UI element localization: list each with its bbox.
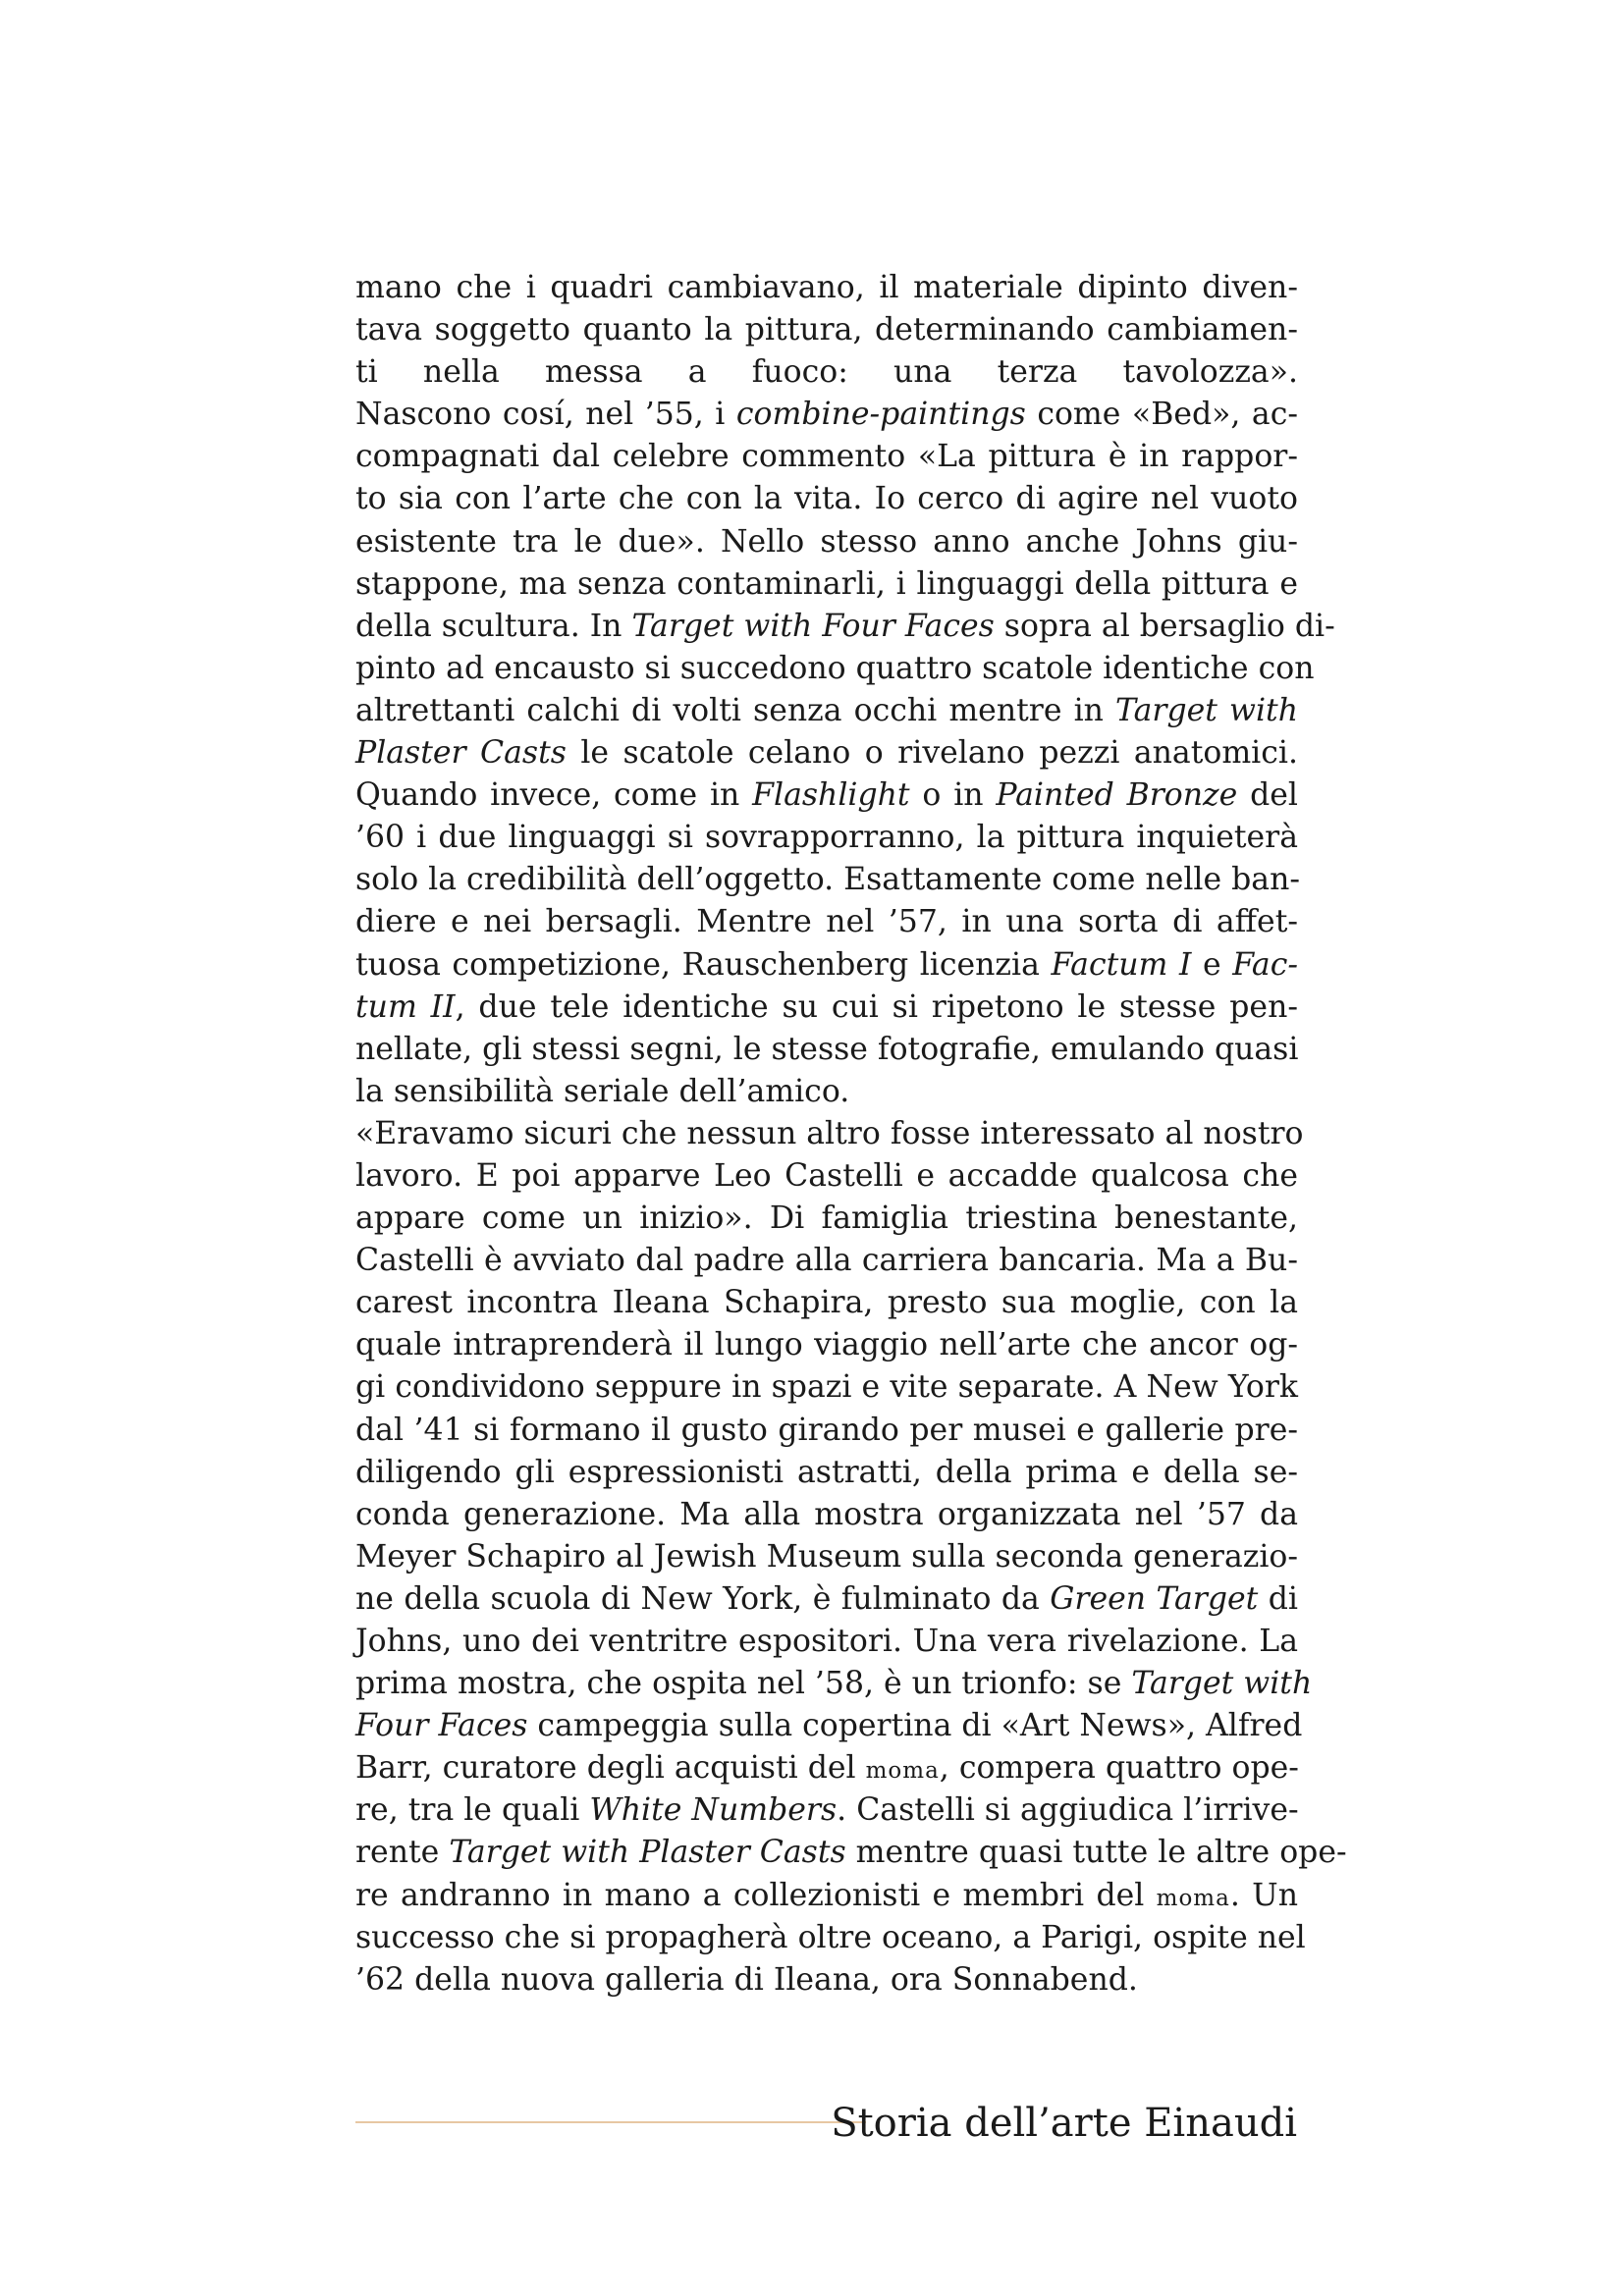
text-line: [355, 1452, 1298, 1494]
text-run: ti nella messa a fuoco: una terza tavolozza».: [355, 354, 1298, 391]
italic-title: Target with: [1115, 692, 1298, 728]
text-line: [355, 267, 1298, 309]
text-line: [355, 1789, 1298, 1832]
text-run: della scultura. In: [355, 608, 632, 644]
text-run: lavoro. E poi apparve Leo Castelli e accadde qualcosa che: [355, 1157, 1298, 1194]
text-run: . Un: [1229, 1877, 1298, 1913]
text-run: rente: [355, 1835, 450, 1871]
text-line: [355, 1113, 1304, 1155]
italic-title: Fac-: [1232, 946, 1298, 983]
text-run: altrettanti calchi di volti senza occhi mentre in: [355, 692, 1116, 728]
text-line: [355, 944, 1298, 987]
text-run: di: [1258, 1580, 1298, 1617]
body-text: [355, 267, 1347, 2002]
text-run: Nascono cosí, nel ’55, i: [355, 397, 736, 433]
text-run: Meyer Schapiro al Jewish Museum sulla seconda generazio-: [355, 1538, 1299, 1575]
text-line: [355, 1240, 1298, 1282]
text-line: [355, 732, 1298, 774]
italic-title: tum II: [355, 988, 456, 1025]
text-line: [355, 1410, 1298, 1452]
text-run: compagnati dal celebre commento «La pittura è in rappor-: [355, 439, 1298, 475]
text-run: tava soggetto quanto la pittura, determinando cambiamen-: [355, 312, 1298, 348]
text-line: [355, 351, 1298, 394]
text-run: appare come un inizio». Di famiglia triestina benestante,: [355, 1201, 1298, 1237]
text-line: [355, 1198, 1298, 1240]
italic-title: Factum I: [1051, 946, 1192, 983]
text-run: «Eravamo sicuri che nessun altro fosse interessato al nostro: [355, 1115, 1304, 1151]
text-line: [355, 521, 1298, 563]
text-line: [355, 987, 1298, 1029]
text-line: [355, 1366, 1298, 1409]
italic-title: White Numbers: [589, 1792, 838, 1829]
text-run: campeggia sulla copertina di «Art News», Alfred: [527, 1708, 1303, 1744]
text-run: pinto ad encausto si succedono quattro scatole identiche con: [355, 650, 1315, 686]
text-line: [355, 690, 1298, 732]
text-line: [355, 1621, 1298, 1663]
text-line: [355, 901, 1298, 943]
text-line: [355, 1029, 1298, 1071]
italic-title: Target with: [1131, 1666, 1313, 1702]
text-run: , due tele identiche su cui si ripetono le stesse pen-: [455, 988, 1299, 1025]
text-run: quale intraprenderà il lungo viaggio nell’arte che ancor og-: [355, 1327, 1298, 1363]
text-line: [355, 1536, 1298, 1578]
text-run: la sensibilità seriale dell’amico.: [355, 1073, 850, 1109]
text-run: come «Bed», ac-: [1025, 397, 1298, 433]
text-run: nellate, gli stessi segni, le stesse fotografie, emulando quasi: [355, 1031, 1299, 1067]
text-run: esistente tra le due». Nello stesso anno anche Johns giu-: [355, 523, 1298, 560]
text-run: del: [1237, 777, 1298, 814]
text-run: Castelli è avviato dal padre alla carriera bancaria. Ma a Bu-: [355, 1243, 1298, 1279]
text-run: ne della scuola di New York, è fulminato da: [355, 1580, 1051, 1617]
text-line: [355, 1705, 1303, 1747]
text-run: stappone, ma senza contaminarli, i linguaggi della pittura e: [355, 565, 1298, 602]
text-run: successo che si propagherà oltre oceano, a Parigi, ospite nel: [355, 1919, 1306, 1955]
text-line: [355, 1959, 1298, 2002]
italic-title: Flashlight: [752, 777, 910, 814]
italic-title: combine-paintings: [735, 397, 1026, 433]
text-line: [355, 563, 1298, 606]
text-run: mentre quasi tutte le altre ope-: [845, 1835, 1347, 1871]
text-line: [355, 394, 1298, 436]
text-line: [355, 859, 1301, 901]
italic-title: Target with Four Faces: [631, 608, 995, 644]
text-line: [355, 1071, 1298, 1113]
text-run: prima mostra, che ospita nel ’58, è un trionfo: se: [355, 1666, 1132, 1702]
text-run: le scatole celano o rivelano pezzi anatomici.: [566, 735, 1298, 772]
text-run: , compera quattro ope-: [939, 1750, 1299, 1787]
text-run: diligendo gli espressionisti astratti, della prima e della se-: [355, 1454, 1298, 1490]
text-run: Quando invece, come in: [355, 777, 753, 814]
small-caps-acronym: moma: [1156, 1885, 1230, 1911]
text-line: [355, 1832, 1347, 1874]
text-run: to sia con l’arte che con la vita. Io cerco di agire nel vuoto: [355, 481, 1298, 517]
small-caps-acronym: moma: [865, 1758, 940, 1785]
text-run: solo la credibilità dell’oggetto. Esattamente come nelle ban-: [355, 862, 1301, 898]
text-line: [355, 1578, 1298, 1621]
text-run: Barr, curatore degli acquisti del: [355, 1750, 866, 1787]
text-line: [355, 1917, 1306, 1959]
text-line: [355, 1663, 1313, 1705]
text-run: carest incontra Ileana Schapira, presto sua moglie, con la: [355, 1285, 1298, 1321]
text-line: [355, 1747, 1298, 1789]
text-run: e: [1191, 946, 1233, 983]
text-run: o in: [909, 777, 997, 814]
text-run: Johns, uno dei ventritre espositori. Una vera rivelazione. La: [355, 1624, 1298, 1659]
text-run: ’62 della nuova galleria di Ileana, ora Sonnabend.: [355, 1961, 1138, 1998]
text-run: tuosa competizione, Rauschenberg licenzia: [355, 946, 1052, 983]
italic-title: Four Faces: [355, 1708, 528, 1744]
text-line: [355, 478, 1298, 520]
text-line: [355, 1875, 1298, 1917]
text-run: gi condividono seppure in spazi e vite separate. A New York: [355, 1369, 1298, 1406]
text-line: [355, 1324, 1298, 1366]
text-run: re andranno in mano a collezionisti e membri del: [355, 1877, 1157, 1913]
italic-title: Green Target: [1050, 1580, 1259, 1617]
text-line: [355, 436, 1298, 478]
text-run: . Castelli si aggiudica l’irrive-: [837, 1792, 1299, 1829]
text-line: [355, 817, 1298, 859]
text-line: [355, 606, 1335, 648]
text-run: conda generazione. Ma alla mostra organizzata nel ’57 da: [355, 1496, 1298, 1532]
text-run: sopra al bersaglio di-: [994, 608, 1335, 644]
text-run: dal ’41 si formano il gusto girando per musei e gallerie pre-: [355, 1412, 1298, 1448]
italic-title: Target with Plaster Casts: [449, 1835, 846, 1871]
footer-rule: [355, 2121, 866, 2123]
text-line: [355, 1494, 1298, 1536]
text-run: diere e nei bersagli. Mentre nel ’57, in una sorta di affet-: [355, 904, 1298, 940]
text-line: [355, 1155, 1298, 1198]
text-line: [355, 309, 1298, 351]
italic-title: Painted Bronze: [996, 777, 1238, 814]
italic-title: Plaster Casts: [355, 735, 567, 772]
text-line: [355, 774, 1298, 817]
text-run: mano che i quadri cambiavano, il materiale dipinto diven-: [355, 270, 1298, 305]
text-run: re, tra le quali: [355, 1792, 590, 1829]
text-run: ’60 i due linguaggi si sovrapporranno, la pittura inquieterà: [355, 820, 1298, 856]
text-line: [355, 1282, 1298, 1324]
footer-book-title: Storia dell’arte Einaudi: [831, 2101, 1297, 2146]
text-line: [355, 648, 1315, 690]
